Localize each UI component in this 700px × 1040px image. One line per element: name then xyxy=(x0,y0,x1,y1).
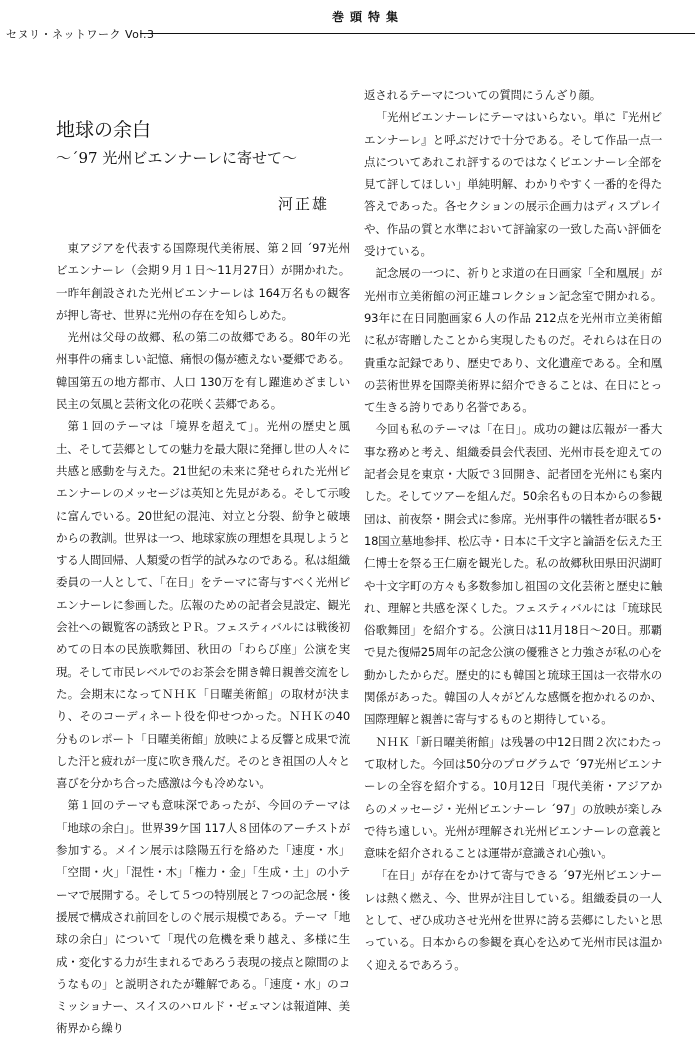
header-rule xyxy=(140,33,695,34)
paragraph: 東アジアを代表する国際現代美術展、第２回 ´97光州ビエンナーレ（会期９月１日〜11月27日）が開かれた。一昨年創設された光州ビエンナーレは 164万名もの観客が押し寄せ、世界に光州の存在を知らしめた。 xyxy=(56,241,350,322)
author-name: 河正雄 xyxy=(278,195,330,213)
paragraph: 第１回のテーマは「境界を超えて」。光州の歴史と風土、そして芸郷としての魅力を最大限に発揮し世の人々に共感と感動を与えた。21世紀の未来に発せられた光州ビエンナーレのメッセージは英知と先見がある。そして示唆に富んでいる。20世紀の混沌、対立と分裂、紛争と破壊からの教訓。世界は一つ、地球家族の理想を具現しようとする人間回帰、人類愛の哲学的試みなのである。私は組織委員の一人として、「在日」をテーマに寄与すべく光州ビエンナーレに参画した。広報のための記者会見設定、観光会社への観覧客の誘致とＰＲ。フェスティバルには戦後初めての日本の民族歌舞団、秋田の「わらび座」公演を実現。そして市民レベルでのお茶会を開き韓日親善交流をした。会期末になってＮＨＫ「日曜美術館」の取材が決まり、そのコーディネート役を仰せつかった。ＮＨＫの40分ものレポート「日曜美術館」放映による反響と成果で流した汗と疲れが一度に吹き飛んだ。そのとき祖国の人々と喜びを分かち合った感激は今も冷めない。 xyxy=(56,419,350,791)
article-subtitle: 〜´97 光州ビエンナーレに寄せて〜 xyxy=(56,149,298,167)
paragraph: 「在日」が存在をかけて寄与できる ´97光州ビエンナーレは熱く燃え、今、世界が注目している。組織委員の一人として、ぜひ成功させ光州を世界に誇る芸郷にしたいと思っている。日本からの参観を真心を込めて光州市民は温かく迎えるであろう。 xyxy=(364,868,662,972)
right-column xyxy=(364,84,662,976)
paragraph: ＮＨＫ「新日曜美術館」は残暑の中12日間２次にわたって取材した。今回は50分のプログラムで ´97光州ビエンナーレの全容を紹介する。10月12日「現代美術・アジアからのメッセージ・光州ビエンナーレ ´97」の放映が楽しみで待ち遠しい。光州が理解され光州ビエンナーレの意義と意味を紹介されることは運帯が意識され心強い。 xyxy=(364,734,662,861)
article-title: 地球の余白 xyxy=(56,119,152,141)
paragraph: 第１回のテーマも意味深であったが、今回のテーマは「地球の余白」。世界39ケ国 117人８団体のアーチストが参加する。メイン展示は陰陽五行を絡めた「速度・水」「空間・火」「混性・木」「権力・金」「生成・土」の小テーマで展開する。そして５つの特別展と７つの記念展・後援展で構成され前回をしのぐ展示規模である。テーマ「地球の余白」について「現代の危機を乗り越え、多様に生成・変化する力が生まれるであろう表現の接点と隙間のようなもの」と説明されたが難解である。「速度・水」のコミッショナー、スイスのハロルド・ゼェマンは報道陣、美術界から繰り xyxy=(56,798,350,1036)
paragraph: 光州は父母の故郷、私の第二の故郷である。80年の光州事件の痛ましい記憶、痛恨の傷が癒えない憂郷である。韓国第五の地方都市、人口 130万を有し躍進めざましい民主の気風と芸術文化の花咲く芸郷である。 xyxy=(56,330,350,412)
paragraph: 返されるテーマについての質問にうんざり顔。 xyxy=(364,88,602,102)
paragraph: 今回も私のテーマは「在日」。成功の鍵は広報が一番大事な務めと考え、組織委員会代表団、光州市長を迎えての記者会見を東京・大阪で３回開き、記者団を光州にも案内した。そしてツアーを組んだ。50余名もの日本からの参観団は、前夜祭・開会式に参席。光州事件の犠牲者が眠る5･18国立墓地参拝、松広寺・日本に千文字と論語を伝えた王仁博士を祭る王仁廟を観光した。私の故郷秋田県田沢湖町や十文字町の方々も多数参加し祖国の文化芸術と歴史に触れ、理解と共感を深くした。フェスティバルには「琉球民俗歌舞団」を紹介する。公演日は11月18日〜20日。那覇で見た復帰25周年の記念公演の優雅さと力強さが私の心を動かしたからだ。歴史的にも韓国と琉球王国は一衣帯水の関係があった。韓国の人々がどんな感慨を抱かれるのか、国際理解と親善に寄与するものと期待している。 xyxy=(364,422,662,727)
paragraph: 記念展の一つに、祈りと求道の在日画家「全和凰展」が光州市立美術館の河正雄コレクション記念室で開かれる。93年に在日同胞画家６人の作品 212点を光州市立美術館に私が寄贈したことから実現したものだ。それらは在日の貴重な記録であり、歴史であり、文化遺産である。全和凰の芸術世界を国際美術界に紹介できることは、在日にとって生きる誇りであり名誉である。 xyxy=(364,266,662,415)
left-column xyxy=(56,237,350,1040)
paragraph: 「光州ビエンナーレにテーマはいらない。単に『光州ビエンナーレ』と呼ぶだけで十分である。そして作品一点一点についてあれこれ評するのではなくビエンナーレ全部を見て評してほしい」単純明解、わかりやすく一番的を得た答えであった。各セクションの展示企画力はディスプレイや、作品の質と水準において評論家の一致した高い評価を受けている。 xyxy=(364,110,662,259)
section-header: 巻頭特集 xyxy=(332,10,405,24)
series-label: セヌリ・ネットワーク Vol.3 xyxy=(6,28,155,41)
